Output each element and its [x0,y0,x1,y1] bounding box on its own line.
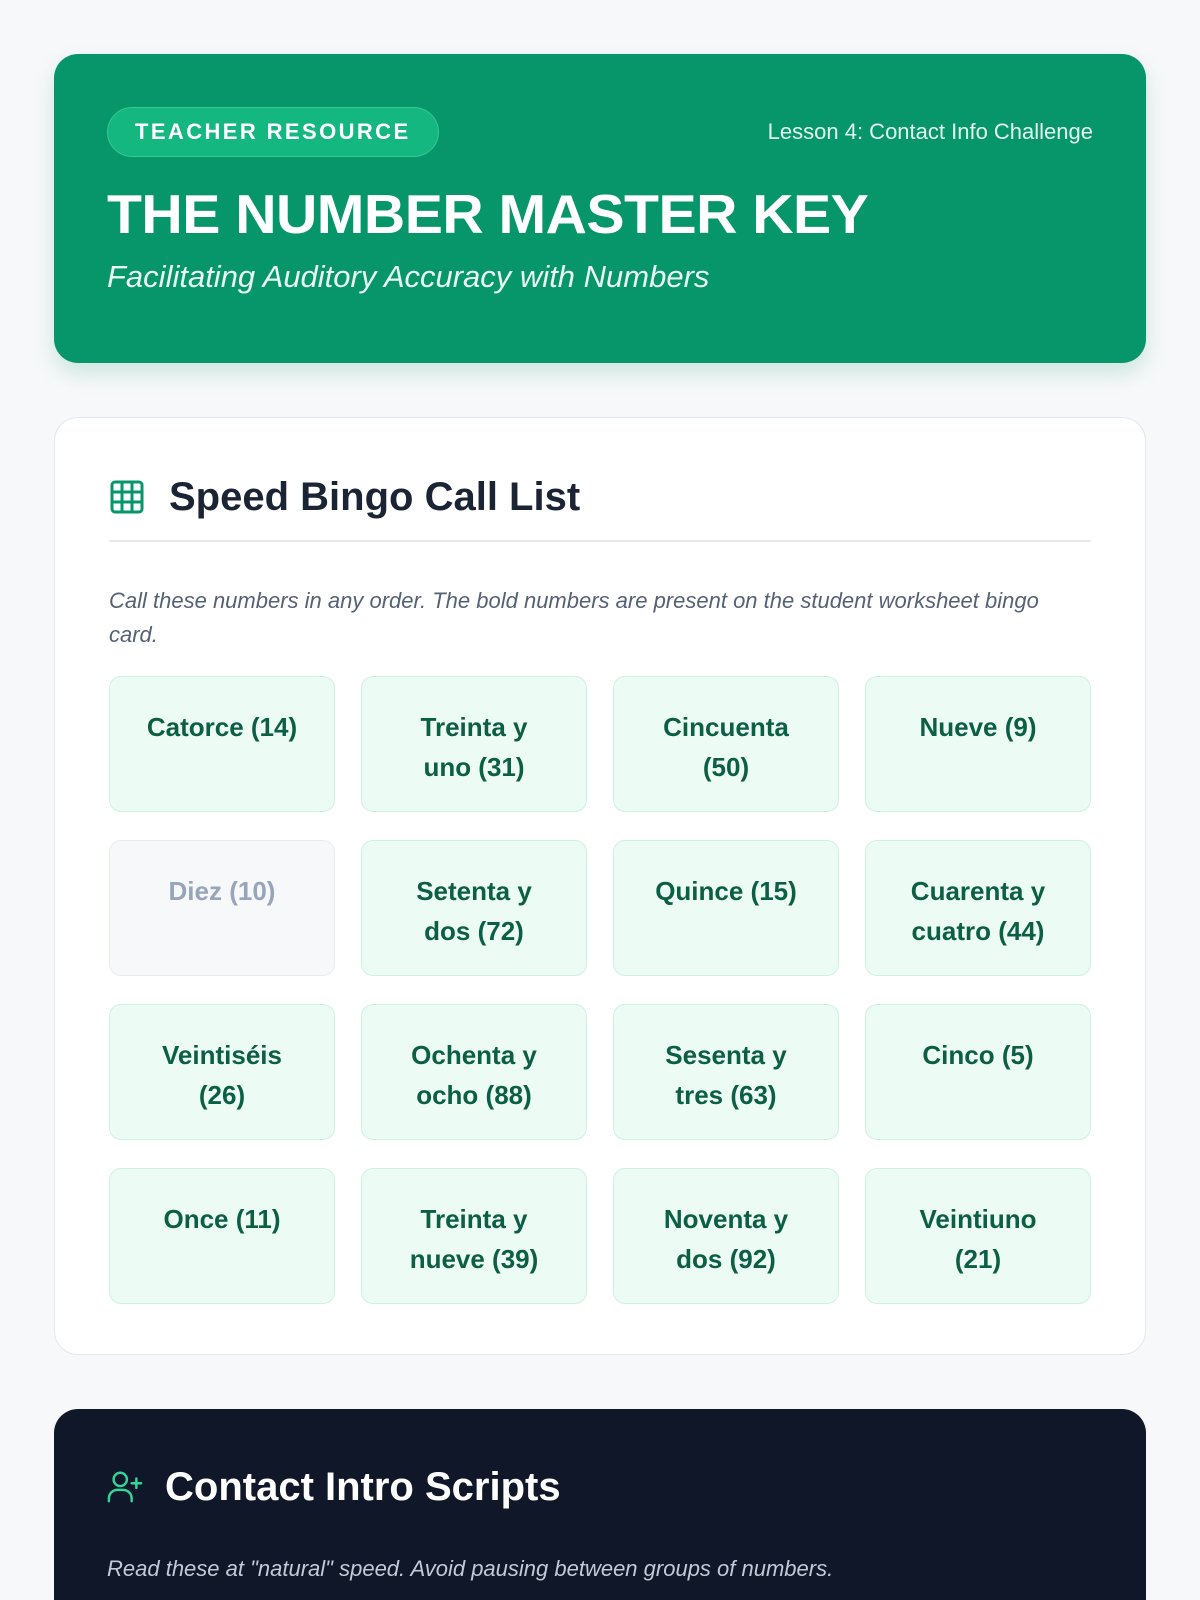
user-plus-icon [107,1469,143,1505]
contact-scripts-panel [54,1409,1146,1600]
bingo-cell [361,1168,587,1304]
bingo-cell-line-1: Noventa y [663,1204,789,1234]
page-title: THE NUMBER MASTER KEY [107,183,869,245]
bingo-cell [109,840,335,976]
scripts-note: Read these at "natural" speed. Avoid pausing between groups of numbers. [107,1556,834,1581]
lesson-label: Lesson 4: Contact Info Challenge [767,119,1093,144]
bingo-cell [361,1004,587,1140]
bingo-cell-line-2: nueve (39) [409,1244,539,1274]
bingo-cell-line-2: ocho (88) [416,1080,532,1110]
bingo-cell-line-1: Treinta y [420,1204,528,1234]
bingo-cell-line-1: Ochenta y [411,1040,537,1070]
bingo-cell-line-1: Cuarenta y [910,876,1046,906]
bingo-cell [613,840,839,976]
bingo-cell [865,1168,1091,1304]
scripts-section-header [107,1464,1093,1510]
bingo-cell-line-1: Treinta y [420,712,528,742]
scripts-section-title: Contact Intro Scripts [165,1464,561,1509]
page-subtitle: Facilitating Auditory Accuracy with Numbers [107,258,710,294]
bingo-grid [109,676,1091,1304]
bingo-cell-line-2: tres (63) [675,1080,777,1110]
section-divider [109,540,1091,542]
bingo-cell-line-2: uno (31) [423,752,525,782]
grid-icon [109,479,145,515]
bingo-cell-line-2: cuatro (44) [911,916,1045,946]
bingo-cell-line-1: Veintiuno [919,1204,1037,1234]
bingo-cell-line-1: Setenta y [416,876,532,906]
bingo-section-header [109,474,1091,520]
bingo-cell [109,676,335,812]
bingo-cell [361,840,587,976]
bingo-cell-line-2: (21) [954,1244,1002,1274]
bingo-cell [865,676,1091,812]
bingo-cell-line-1: Nueve (9) [919,712,1037,742]
bingo-cell-line-1: Once (11) [163,1204,281,1234]
bingo-cell-line-1: Catorce (14) [146,712,298,742]
header-banner [54,54,1146,363]
bingo-cell [109,1168,335,1304]
bingo-cell-line-1: Diez (10) [168,876,276,906]
bingo-cell-line-1: Cincuenta [663,712,789,742]
bingo-cell-line-1: Sesenta y [665,1040,787,1070]
bingo-cell [613,1004,839,1140]
bingo-cell-line-2: (26) [198,1080,246,1110]
bingo-cell-line-1: Veintiséis [162,1040,282,1070]
bingo-cell-line-2: dos (72) [424,916,524,946]
header-top-row [107,107,1093,157]
teacher-resource-badge: TEACHER RESOURCE [107,107,439,157]
bingo-cell-line-1: Quince (15) [655,876,797,906]
bingo-cell [361,676,587,812]
bingo-cell-line-1: Cinco (5) [922,1040,1034,1070]
bingo-cell [865,840,1091,976]
bingo-cell-line-2: (50) [702,752,750,782]
bingo-cell [109,1004,335,1140]
bingo-section-title: Speed Bingo Call List [169,474,581,519]
bingo-cell-line-2: dos (92) [676,1244,776,1274]
bingo-cell [613,1168,839,1304]
bingo-cell [865,1004,1091,1140]
bingo-instructions: Call these numbers in any order. The bold numbers are present on the student worksheet bingo card. [109,588,1039,647]
bingo-cell [613,676,839,812]
bingo-call-list-card [54,417,1146,1355]
